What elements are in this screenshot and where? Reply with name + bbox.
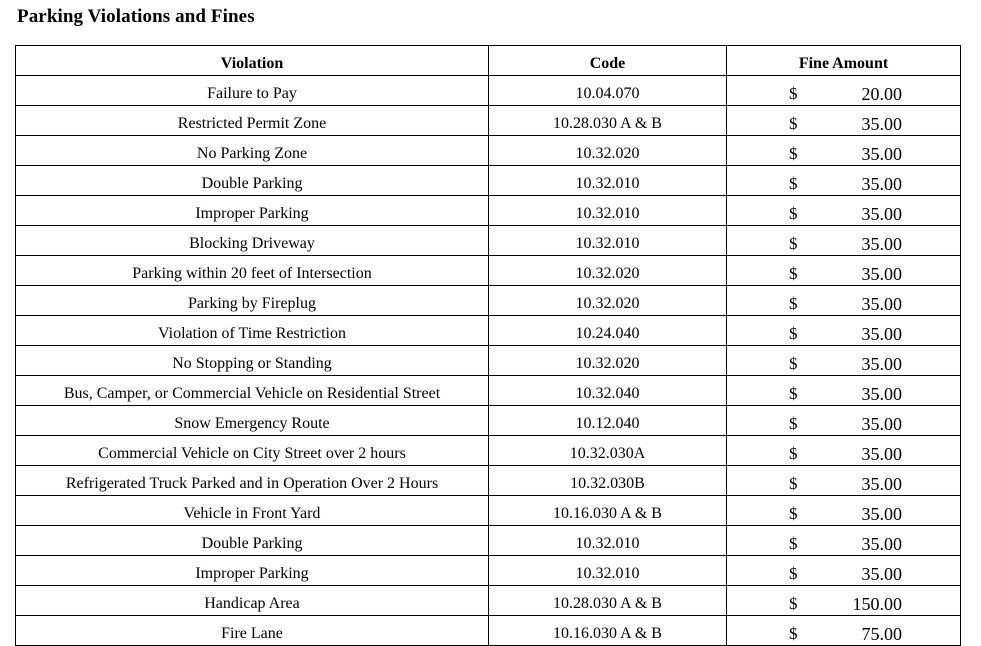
fine-amount: 35.00 [861, 204, 902, 224]
violation-cell: No Stopping or Standing [16, 346, 489, 376]
table-row [16, 76, 961, 106]
code-cell: 10.32.020 [489, 256, 727, 286]
fine-cell [727, 436, 961, 466]
violation-cell: Restricted Permit Zone [16, 106, 489, 136]
violation-cell: Fire Lane [16, 616, 489, 646]
fine-amount: 35.00 [861, 504, 902, 524]
currency-symbol: $ [789, 324, 798, 343]
page-title: Parking Violations and Fines [17, 6, 255, 27]
table-row [16, 346, 961, 376]
code-cell: 10.32.040 [489, 376, 727, 406]
violation-cell: Double Parking [16, 166, 489, 196]
currency-symbol: $ [789, 84, 798, 103]
code-cell: 10.32.010 [489, 226, 727, 256]
violation-cell: Parking within 20 feet of Intersection [16, 256, 489, 286]
code-cell: 10.32.020 [489, 286, 727, 316]
table-body [16, 76, 961, 646]
fine-amount: 35.00 [861, 444, 902, 464]
violation-cell: Handicap Area [16, 586, 489, 616]
table-row [16, 616, 961, 646]
fine-amount: 35.00 [861, 294, 902, 314]
code-cell: 10.32.030A [489, 436, 727, 466]
fine-amount: 35.00 [861, 534, 902, 554]
violation-cell: Double Parking [16, 526, 489, 556]
code-column-header: Code [489, 46, 727, 76]
fine-amount: 35.00 [861, 384, 902, 404]
code-cell: 10.28.030 A & B [489, 106, 727, 136]
fine-amount: 35.00 [861, 324, 902, 344]
fine-amount: 35.00 [861, 564, 902, 584]
table-row [16, 586, 961, 616]
table-row [16, 166, 961, 196]
fine-amount: 35.00 [861, 414, 902, 434]
table-row [16, 496, 961, 526]
fine-cell [727, 466, 961, 496]
violation-cell: Vehicle in Front Yard [16, 496, 489, 526]
table-row [16, 226, 961, 256]
table-row [16, 196, 961, 226]
table-row [16, 106, 961, 136]
fine-cell [727, 196, 961, 226]
code-cell: 10.32.010 [489, 196, 727, 226]
fine-cell [727, 526, 961, 556]
fine-cell [727, 166, 961, 196]
violation-cell: Failure to Pay [16, 76, 489, 106]
code-cell: 10.24.040 [489, 316, 727, 346]
fine-cell [727, 106, 961, 136]
currency-symbol: $ [789, 444, 798, 463]
violation-cell: Blocking Driveway [16, 226, 489, 256]
fine-amount: 35.00 [861, 174, 902, 194]
currency-symbol: $ [789, 594, 798, 613]
code-cell: 10.04.070 [489, 76, 727, 106]
code-cell: 10.32.030B [489, 466, 727, 496]
violation-cell: Improper Parking [16, 196, 489, 226]
fine-column-header: Fine Amount [727, 46, 961, 76]
fine-amount: 35.00 [861, 474, 902, 494]
fine-cell [727, 256, 961, 286]
violation-cell: No Parking Zone [16, 136, 489, 166]
violations-table [15, 45, 961, 646]
fine-amount: 35.00 [861, 264, 902, 284]
table-row [16, 436, 961, 466]
violation-cell: Improper Parking [16, 556, 489, 586]
currency-symbol: $ [789, 144, 798, 163]
code-cell: 10.12.040 [489, 406, 727, 436]
code-cell: 10.16.030 A & B [489, 616, 727, 646]
currency-symbol: $ [789, 204, 798, 223]
currency-symbol: $ [789, 354, 798, 373]
currency-symbol: $ [789, 384, 798, 403]
currency-symbol: $ [789, 174, 798, 193]
table-row [16, 136, 961, 166]
fine-cell [727, 286, 961, 316]
currency-symbol: $ [789, 234, 798, 253]
fine-amount: 35.00 [861, 114, 902, 134]
violation-cell: Refrigerated Truck Parked and in Operation Over 2 Hours [16, 466, 489, 496]
currency-symbol: $ [789, 504, 798, 523]
violation-cell: Bus, Camper, or Commercial Vehicle on Residential Street [16, 376, 489, 406]
violation-cell: Parking by Fireplug [16, 286, 489, 316]
currency-symbol: $ [789, 474, 798, 493]
currency-symbol: $ [789, 534, 798, 553]
violation-cell: Snow Emergency Route [16, 406, 489, 436]
fine-cell [727, 226, 961, 256]
fine-cell [727, 136, 961, 166]
fine-cell [727, 406, 961, 436]
table-header-row [16, 46, 961, 76]
fine-cell [727, 586, 961, 616]
currency-symbol: $ [789, 294, 798, 313]
violation-cell: Commercial Vehicle on City Street over 2 hours [16, 436, 489, 466]
table-row [16, 316, 961, 346]
table-row [16, 286, 961, 316]
fine-cell [727, 346, 961, 376]
violation-column-header: Violation [16, 46, 489, 76]
currency-symbol: $ [789, 624, 798, 643]
fine-cell [727, 76, 961, 106]
code-cell: 10.32.020 [489, 136, 727, 166]
fine-cell [727, 496, 961, 526]
code-cell: 10.32.020 [489, 346, 727, 376]
code-cell: 10.32.010 [489, 166, 727, 196]
code-cell: 10.28.030 A & B [489, 586, 727, 616]
fine-amount: 35.00 [861, 144, 902, 164]
table-row [16, 466, 961, 496]
fine-cell [727, 376, 961, 406]
fine-cell [727, 616, 961, 646]
currency-symbol: $ [789, 564, 798, 583]
code-cell: 10.16.030 A & B [489, 496, 727, 526]
table-row [16, 526, 961, 556]
currency-symbol: $ [789, 114, 798, 133]
fine-amount: 20.00 [861, 84, 902, 104]
code-cell: 10.32.010 [489, 556, 727, 586]
table-row [16, 556, 961, 586]
table-row [16, 406, 961, 436]
violation-cell: Violation of Time Restriction [16, 316, 489, 346]
currency-symbol: $ [789, 414, 798, 433]
table-row [16, 256, 961, 286]
fine-amount: 75.00 [861, 624, 902, 644]
fine-amount: 35.00 [861, 354, 902, 374]
fine-amount: 150.00 [852, 594, 902, 614]
fine-amount: 35.00 [861, 234, 902, 254]
fine-cell [727, 556, 961, 586]
currency-symbol: $ [789, 264, 798, 283]
fine-cell [727, 316, 961, 346]
table-row [16, 376, 961, 406]
code-cell: 10.32.010 [489, 526, 727, 556]
